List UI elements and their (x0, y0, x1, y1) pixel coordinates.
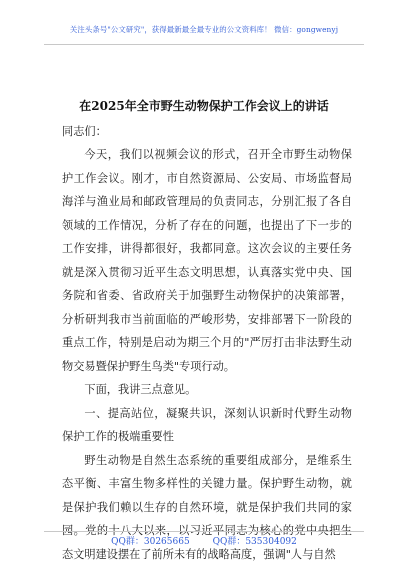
document-title: 在2025年全市野生动物保护工作会议上的讲话 (79, 99, 329, 113)
section-heading-1: 一、提高站位，凝聚共识，深刻认识新时代野生动物保护工作的极端重要性 (62, 406, 352, 443)
footer-qq-group-1: QQ群：30265665 (111, 537, 190, 547)
salutation (62, 120, 352, 144)
salutation-text: 同志们： (62, 125, 107, 138)
header-divider (44, 44, 364, 45)
footer-qq-group-2: QQ群：535304092 (212, 537, 297, 547)
paragraph-section-1: 野生动物是自然生态系统的重要组成部分，是维系生态平衡、丰富生物多样性的关键力量。保护野生动物，就是保护我们赖以生存的自然环境，就是保护我们共同的家园。党的十八大以来，以习近平同志为核心的党中央把生态文明建设摆在了前所未有的战略高度，强调"人与自然 (62, 453, 352, 561)
footer (0, 534, 408, 547)
paragraph-intro: 下面，我讲三点意见。 (84, 383, 197, 396)
header-note: 关注头条号"公文研究"，获得最新最全最专业的公文资料库！ 微信：gongwenyj (69, 25, 339, 34)
paragraph-opening: 今天，我们以视频会议的形式，召开全市野生动物保护工作会议。刚才，市自然资源局、公安局、市场监督局海洋与渔业局和邮政管理局的负责同志，分别汇报了各自领域的工作情况，分析了存在的问题，也提出了下一步的工作安排，讲得都很好，我都同意。这次会议的主要任务就是深入贯彻习近平生态文明思想，认真落实党中央、国务院和省委、省政府关于加强野生动物保护的决策部署，分析研判我市当前面临的严峻形势，安排部署下一阶段的重点工作，特别是启动为期三个月的"严厉打击非法野生动物交易暨保护野生鸟类"专项行动。 (62, 148, 352, 373)
document-body (62, 143, 352, 566)
footer-divider (44, 531, 364, 532)
